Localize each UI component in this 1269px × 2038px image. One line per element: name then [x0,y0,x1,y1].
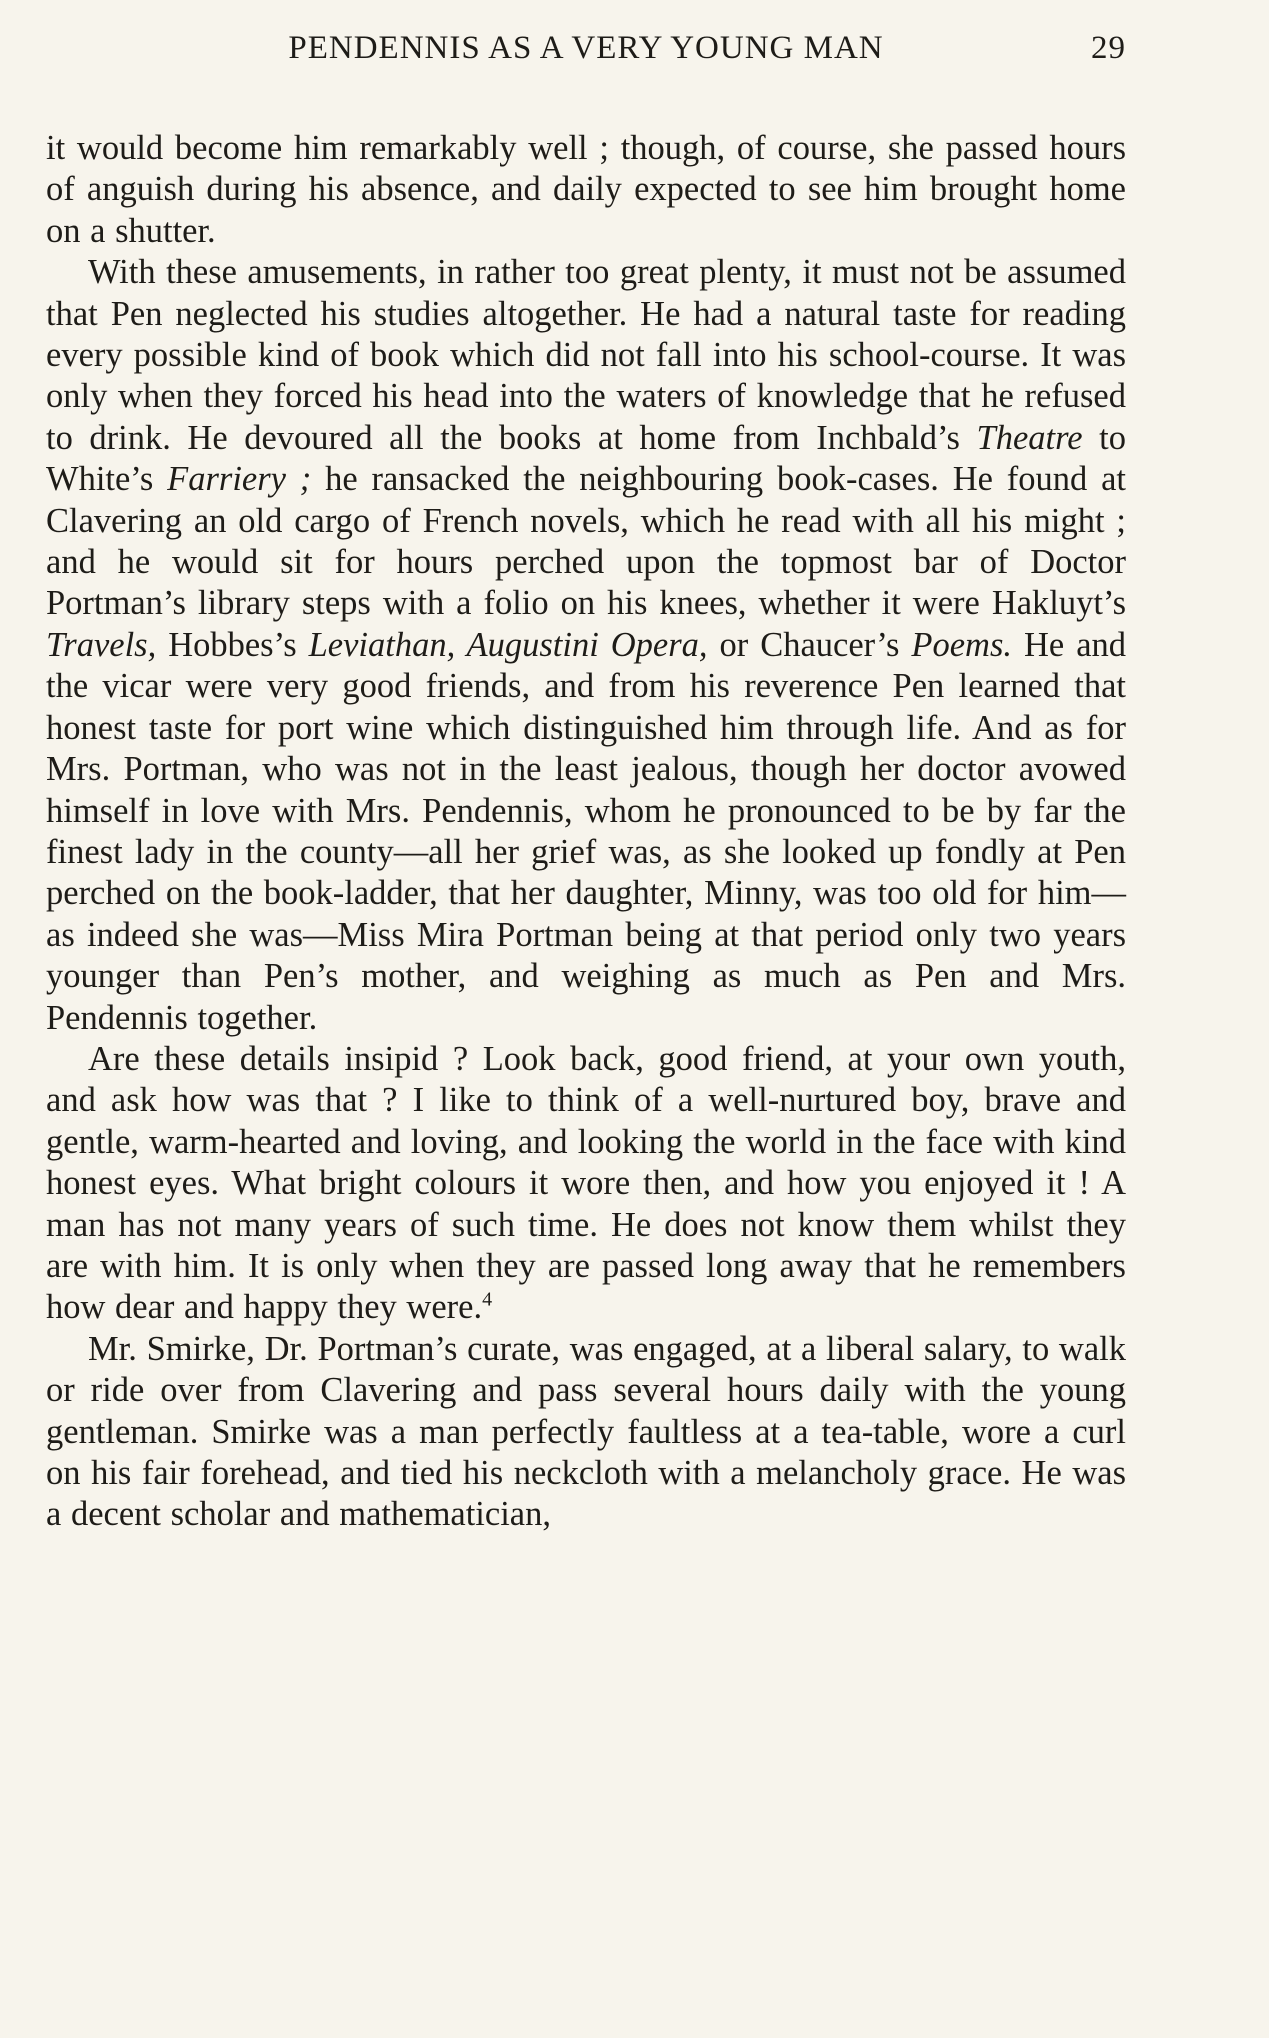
text-run: to White’s [46,418,1126,499]
italic-title: Leviathan, Augustini Opera, [308,625,708,664]
text-run: Hobbes’s [156,625,309,664]
text-run: He and the vicar were very good friends, and from his reverence Pen learned that honest taste for port wine which distinguished him through life. And as for Mrs. Portman, who was not in the least jealous, though her doctor avowed himself in love with Mrs. Pendennis, whom he pronounced to be by far the finest lady in the county—all her grief was, as she looked up fondly at Pen perched on the book-ladder, that her daughter, Minny, was too old for him—as indeed she was—Miss Mira Portman being at that period only two years younger than Pen’s mother, and weighing as much as Pen and Mrs. Pendennis together. [46,625,1127,1037]
footnote-marker: 4 [482,1288,493,1311]
text-run: Are these details insipid ? Look back, good friend, at your own youth, and ask how was that ? I like to think of a well-nurtured boy, brave and gentle, warm-hearted and loving, and looking the world in the face with kind honest eyes. What bright colours it wore then, and how you enjoyed it ! A man has not many years of such time. He does not know them whilst they are with him. It is only when they are passed long away that he remembers how dear and happy they were. [46,1039,1126,1327]
italic-title: Theatre [976,418,1083,457]
body-text [46,128,1126,1536]
italic-title: Travels, [46,625,157,664]
page-header [46,26,1126,76]
paragraph [46,1329,1126,1536]
page-number: 29 [1091,30,1126,66]
paragraph [46,252,1126,1039]
text-run: With these amusements, in rather too great plenty, it must not be assumed that Pen neglected his studies altogether. He had a natural taste for reading every possible kind of book which did not fall into his school-course. It was only when they forced his head into the waters of knowledge that he refused to drink. He devoured all the books at home from Inchbald’s [46,253,1126,457]
paragraph [46,1039,1126,1329]
text-run: he ransacked the neighbouring book-cases. He found at Clavering an old cargo of French novels, which he read with all his might ; and he would sit for hours perched upon the topmost bar of Doctor Portman’s library steps with a folio on his knees, whether it were Hakluyt’s [46,460,1126,623]
text-run: Mr. Smirke, Dr. Portman’s curate, was engaged, at a liberal salary, to walk or ride over from Clavering and pass several hours daily with the young gentleman. Smirke was a man perfectly faultless at a tea-table, wore a curl on his fair forehead, and tied his neckcloth with a melancholy grace. He was a decent scholar and mathematician, [46,1329,1126,1534]
italic-title: Poems. [911,625,1013,664]
paragraph [46,128,1126,252]
italic-title: Farriery ; [167,460,312,499]
text-run: or Chaucer’s [707,625,912,664]
running-head: PENDENNIS AS A VERY YOUNG MAN [288,30,884,66]
book-page [46,26,1126,1536]
text-run: it would become him remarkably well ; though, of course, she passed hours of anguish during his absence, and daily expected to see him brought home on a shutter. [46,129,1126,250]
